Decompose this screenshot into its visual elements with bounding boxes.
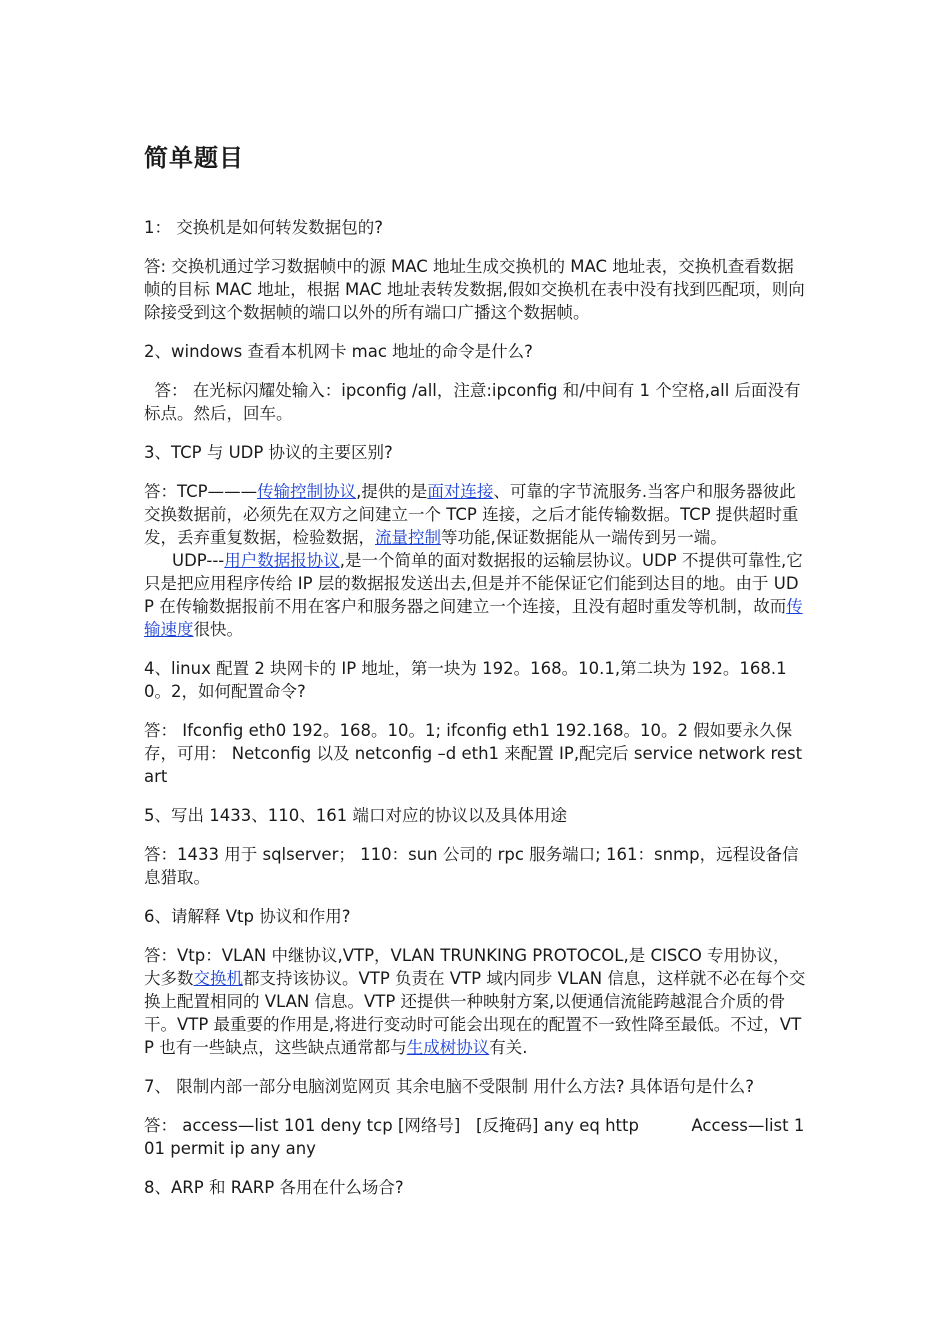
doc-title: 简单题目 [144,144,244,172]
answer-6-text: 答：Vtp：VLAN 中继协议,VTP，VLAN TRUNKING PROTOCOL,是 CISCO 专用协议，大多数 [144,946,790,988]
answer-3-text: UDP--- [172,551,225,570]
answer-3-text: 很快。 [193,620,243,639]
answer-3-text: 等功能,保证数据能从一端传到另一端。 [441,528,727,547]
answer-3-text: 、可靠的字节流服务.当客户和服务器彼此交换数据前，必须先在双方之间建立一个 TCP 连接，之后才能传输数据。TCP 提供超时重发，丢弃重复数据，检验数据， [144,482,799,547]
link-user-datagram-protocol[interactable]: 用户数据报协议 [224,551,340,570]
answer-1: 答: 交换机通过学习数据帧中的源 MAC 地址生成交换机的 MAC 地址表，交换机查看数据帧的目标 MAC 地址，根据 MAC 地址表转发数据,假如交换机在表中没有找到匹配项，则向除接受到这个数据帧的端口以外的所有端口广播这个数据帧。 [144,257,805,322]
question-5: 5、写出 1433、110、161 端口对应的协议以及具体用途 [144,806,567,825]
question-3: 3、TCP 与 UDP 协议的主要区别? [144,443,393,462]
question-7: 7、 限制内部一部分电脑浏览网页 其余电脑不受限制 用什么方法? 具体语句是什么? [144,1077,754,1096]
document-page [144,140,806,1215]
link-transmission-speed[interactable]: 传输速度 [144,597,803,639]
answer-4: 答： Ifconfig eth0 192。168。10。1; ifconfig eth1 192.168。10。2 假如要永久保存，可用： Netconfig 以及 netconfig –d eth1 来配置 IP,配完后 service network restart [144,721,803,786]
question-1: 1： 交换机是如何转发数据包的? [144,218,384,237]
question-6: 6、请解释 Vtp 协议和作用? [144,907,351,926]
answer-5: 答：1433 用于 sqlserver； 110：sun 公司的 rpc 服务端口; 161：snmp，远程设备信息猎取。 [144,845,799,887]
question-4: 4、linux 配置 2 块网卡的 IP 地址，第一块为 192。168。10.1,第二块为 192。168.10。2，如何配置命令? [144,659,787,701]
answer-7: 答： access—list 101 deny tcp [网络号] [反掩码] any eq http Access—list 101 permit ip any any [144,1116,805,1158]
answer-6-text: 有关. [489,1038,528,1057]
answer-6-text: 都支持该协议。VTP 负责在 VTP 域内同步 VLAN 信息，这样就不必在每个交换上配置相同的 VLAN 信息。VTP 还提供一种映射方案,以便通信流能跨越混合介质的骨干。VTP 最重要的作用是,将进行变动时可能会出现在的配置不一致性降至最低。不过，VTP 也有一些缺点，这些缺点通常都与 [144,969,806,1057]
link-transmission-control-protocol[interactable]: 传输控制协议 [257,482,357,501]
question-2: 2、windows 查看本机网卡 mac 地址的命令是什么? [144,342,533,361]
link-switch[interactable]: 交换机 [193,969,243,988]
answer-3-tcp [144,480,806,549]
question-8: 8、ARP 和 RARP 各用在什么场合? [144,1178,404,1197]
link-connection-oriented[interactable]: 面对连接 [427,482,494,501]
answer-3-udp [144,549,806,641]
answer-3-text: 答：TCP——— [144,482,258,501]
answer-3-text: ,是一个简单的面对数据报的运输层协议。UDP 不提供可靠性,它只是把应用程序传给 IP 层的数据报发送出去,但是并不能保证它们能到达目的地。由于 UDP 在传输数据报前不用在客户和服务器之间建立一个连接，且没有超时重发等机制，故而 [144,551,803,616]
link-spanning-tree-protocol[interactable]: 生成树协议 [406,1038,490,1057]
answer-6 [144,944,806,1059]
answer-2: 答： 在光标闪耀处输入：ipconfig /all，注意:ipconfig 和/中间有 1 个空格,all 后面没有标点。然后，回车。 [144,381,801,423]
answer-3-text: ,提供的是 [356,482,428,501]
link-flow-control[interactable]: 流量控制 [375,528,441,547]
